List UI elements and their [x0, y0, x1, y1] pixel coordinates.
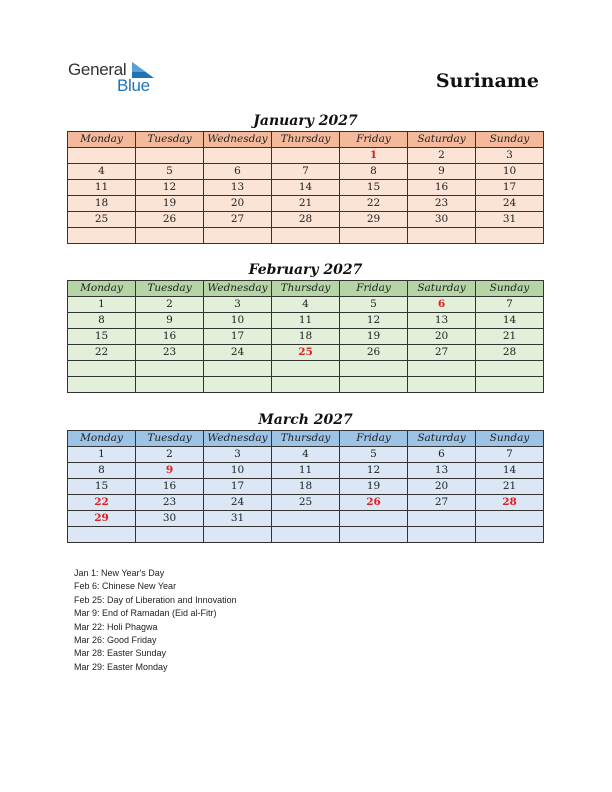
- day-cell: 6: [204, 164, 272, 180]
- day-cell: 27: [204, 212, 272, 228]
- weekday-header: Friday: [340, 431, 408, 447]
- day-cell: 2: [136, 447, 204, 463]
- week-row: [68, 329, 544, 345]
- empty-day-cell: [204, 148, 272, 164]
- empty-day-cell: [136, 527, 204, 543]
- day-cell: 14: [476, 313, 544, 329]
- day-cell: 24: [476, 196, 544, 212]
- week-row: [68, 479, 544, 495]
- day-cell: 29: [340, 212, 408, 228]
- empty-day-cell: [204, 361, 272, 377]
- day-cell: 13: [408, 313, 476, 329]
- day-cell: 23: [408, 196, 476, 212]
- weekday-header: Saturday: [408, 431, 476, 447]
- day-cell: 19: [340, 479, 408, 495]
- day-cell: 4: [272, 297, 340, 313]
- day-cell: 10: [204, 313, 272, 329]
- country-title: Suriname: [435, 70, 539, 92]
- day-cell: 3: [476, 148, 544, 164]
- week-row: [68, 212, 544, 228]
- weekday-header: Tuesday: [136, 281, 204, 297]
- day-cell: 3: [204, 447, 272, 463]
- weekday-header: Wednesday: [204, 281, 272, 297]
- day-cell: 5: [340, 447, 408, 463]
- weekday-header: Monday: [68, 431, 136, 447]
- empty-day-cell: [340, 361, 408, 377]
- day-cell: 25: [272, 495, 340, 511]
- day-cell: 22: [68, 495, 136, 511]
- day-cell: 8: [68, 313, 136, 329]
- day-cell: 30: [136, 511, 204, 527]
- day-cell: 12: [340, 463, 408, 479]
- day-cell: 9: [136, 313, 204, 329]
- day-cell: 28: [272, 212, 340, 228]
- weekday-header: Friday: [340, 281, 408, 297]
- day-cell: 18: [68, 196, 136, 212]
- day-cell: 27: [408, 345, 476, 361]
- day-cell: 10: [204, 463, 272, 479]
- day-cell: 18: [272, 329, 340, 345]
- empty-day-cell: [408, 377, 476, 393]
- week-row: [68, 228, 544, 244]
- day-cell: 30: [408, 212, 476, 228]
- day-cell: 28: [476, 345, 544, 361]
- weekday-header: Tuesday: [136, 132, 204, 148]
- day-cell: 15: [68, 479, 136, 495]
- weekday-header: Wednesday: [204, 132, 272, 148]
- day-cell: 10: [476, 164, 544, 180]
- day-cell: 20: [408, 329, 476, 345]
- day-cell: 31: [204, 511, 272, 527]
- day-cell: 11: [68, 180, 136, 196]
- holiday-entry: Mar 26: Good Friday: [74, 635, 157, 646]
- day-cell: 16: [136, 479, 204, 495]
- day-cell: 12: [340, 313, 408, 329]
- weekday-header: Wednesday: [204, 431, 272, 447]
- day-cell: 19: [136, 196, 204, 212]
- day-cell: 16: [136, 329, 204, 345]
- empty-day-cell: [204, 377, 272, 393]
- empty-day-cell: [136, 228, 204, 244]
- day-cell: 2: [408, 148, 476, 164]
- day-cell: 8: [340, 164, 408, 180]
- week-row: [68, 345, 544, 361]
- day-cell: 27: [408, 495, 476, 511]
- empty-day-cell: [204, 527, 272, 543]
- weekday-header-row: [68, 281, 544, 297]
- empty-day-cell: [408, 361, 476, 377]
- day-cell: 12: [136, 180, 204, 196]
- logo-text-general: General: [68, 60, 127, 79]
- empty-day-cell: [68, 527, 136, 543]
- month-title: February 2027: [248, 262, 363, 278]
- empty-day-cell: [408, 527, 476, 543]
- day-cell: 22: [68, 345, 136, 361]
- day-cell: 21: [476, 329, 544, 345]
- day-cell: 15: [68, 329, 136, 345]
- day-cell: 24: [204, 345, 272, 361]
- day-cell: 4: [272, 447, 340, 463]
- day-cell: 8: [68, 463, 136, 479]
- weekday-header: Monday: [68, 132, 136, 148]
- empty-day-cell: [272, 228, 340, 244]
- month-title: January 2027: [253, 113, 358, 129]
- month-calendar: [67, 260, 544, 393]
- month-grid: [67, 280, 544, 393]
- day-cell: 14: [476, 463, 544, 479]
- empty-day-cell: [476, 377, 544, 393]
- holiday-entry: Mar 28: Easter Sunday: [74, 648, 167, 659]
- empty-day-cell: [272, 527, 340, 543]
- day-cell: 16: [408, 180, 476, 196]
- holiday-entry: Mar 22: Holi Phagwa: [74, 621, 158, 632]
- day-cell: 7: [476, 447, 544, 463]
- day-cell: 6: [408, 297, 476, 313]
- week-row: [68, 164, 544, 180]
- week-row: [68, 196, 544, 212]
- day-cell: 5: [340, 297, 408, 313]
- empty-day-cell: [408, 228, 476, 244]
- day-cell: 13: [408, 463, 476, 479]
- month-title: March 2027: [258, 412, 353, 428]
- empty-day-cell: [476, 361, 544, 377]
- holiday-list: [74, 567, 237, 674]
- day-cell: 7: [476, 297, 544, 313]
- empty-day-cell: [340, 511, 408, 527]
- day-cell: 15: [340, 180, 408, 196]
- week-row: [68, 511, 544, 527]
- empty-day-cell: [408, 511, 476, 527]
- week-row: [68, 313, 544, 329]
- empty-day-cell: [204, 228, 272, 244]
- month-calendar: [67, 410, 544, 543]
- empty-day-cell: [68, 148, 136, 164]
- empty-day-cell: [476, 527, 544, 543]
- brand-logo: [68, 60, 168, 96]
- empty-day-cell: [136, 148, 204, 164]
- empty-day-cell: [272, 377, 340, 393]
- holiday-entry: Mar 29: Easter Monday: [74, 661, 168, 672]
- day-cell: 26: [340, 495, 408, 511]
- day-cell: 5: [136, 164, 204, 180]
- day-cell: 24: [204, 495, 272, 511]
- day-cell: 22: [340, 196, 408, 212]
- month-grid: [67, 131, 544, 244]
- day-cell: 21: [476, 479, 544, 495]
- week-row: [68, 527, 544, 543]
- empty-day-cell: [68, 377, 136, 393]
- day-cell: 20: [204, 196, 272, 212]
- day-cell: 9: [408, 164, 476, 180]
- day-cell: 25: [272, 345, 340, 361]
- empty-day-cell: [68, 361, 136, 377]
- day-cell: 11: [272, 313, 340, 329]
- day-cell: 6: [408, 447, 476, 463]
- weekday-header: Friday: [340, 132, 408, 148]
- day-cell: 11: [272, 463, 340, 479]
- week-row: [68, 297, 544, 313]
- week-row: [68, 377, 544, 393]
- day-cell: 1: [340, 148, 408, 164]
- month-calendar: [67, 111, 544, 244]
- day-cell: 21: [272, 196, 340, 212]
- weekday-header: Monday: [68, 281, 136, 297]
- empty-day-cell: [340, 527, 408, 543]
- weekday-header: Sunday: [476, 132, 544, 148]
- day-cell: 26: [136, 212, 204, 228]
- weekday-header-row: [68, 132, 544, 148]
- empty-day-cell: [272, 361, 340, 377]
- day-cell: 1: [68, 297, 136, 313]
- empty-day-cell: [476, 228, 544, 244]
- empty-day-cell: [340, 377, 408, 393]
- empty-day-cell: [272, 148, 340, 164]
- week-row: [68, 148, 544, 164]
- holiday-entry: Jan 1: New Year's Day: [74, 568, 165, 578]
- day-cell: 29: [68, 511, 136, 527]
- day-cell: 1: [68, 447, 136, 463]
- holiday-entry: Feb 25: Day of Liberation and Innovation: [74, 594, 237, 605]
- empty-day-cell: [136, 361, 204, 377]
- empty-day-cell: [340, 228, 408, 244]
- day-cell: 31: [476, 212, 544, 228]
- weekday-header: Saturday: [408, 281, 476, 297]
- holiday-entry: Mar 9: End of Ramadan (Eid al-Fitr): [74, 608, 217, 619]
- day-cell: 19: [340, 329, 408, 345]
- weekday-header: Sunday: [476, 281, 544, 297]
- day-cell: 23: [136, 495, 204, 511]
- week-row: [68, 463, 544, 479]
- day-cell: 18: [272, 479, 340, 495]
- day-cell: 17: [476, 180, 544, 196]
- empty-day-cell: [272, 511, 340, 527]
- weekday-header: Thursday: [272, 132, 340, 148]
- day-cell: 23: [136, 345, 204, 361]
- day-cell: 4: [68, 164, 136, 180]
- weekday-header: Sunday: [476, 431, 544, 447]
- day-cell: 25: [68, 212, 136, 228]
- holiday-entry: Feb 6: Chinese New Year: [74, 581, 177, 592]
- day-cell: 28: [476, 495, 544, 511]
- weekday-header: Tuesday: [136, 431, 204, 447]
- day-cell: 17: [204, 479, 272, 495]
- day-cell: 13: [204, 180, 272, 196]
- week-row: [68, 361, 544, 377]
- weekday-header-row: [68, 431, 544, 447]
- empty-day-cell: [68, 228, 136, 244]
- day-cell: 9: [136, 463, 204, 479]
- empty-day-cell: [476, 511, 544, 527]
- weekday-header: Saturday: [408, 132, 476, 148]
- weekday-header: Thursday: [272, 431, 340, 447]
- day-cell: 20: [408, 479, 476, 495]
- empty-day-cell: [136, 377, 204, 393]
- day-cell: 17: [204, 329, 272, 345]
- week-row: [68, 180, 544, 196]
- day-cell: 2: [136, 297, 204, 313]
- day-cell: 14: [272, 180, 340, 196]
- weekday-header: Thursday: [272, 281, 340, 297]
- day-cell: 7: [272, 164, 340, 180]
- logo-text-blue: Blue: [117, 76, 150, 95]
- week-row: [68, 447, 544, 463]
- day-cell: 26: [340, 345, 408, 361]
- day-cell: 3: [204, 297, 272, 313]
- month-grid: [67, 430, 544, 543]
- week-row: [68, 495, 544, 511]
